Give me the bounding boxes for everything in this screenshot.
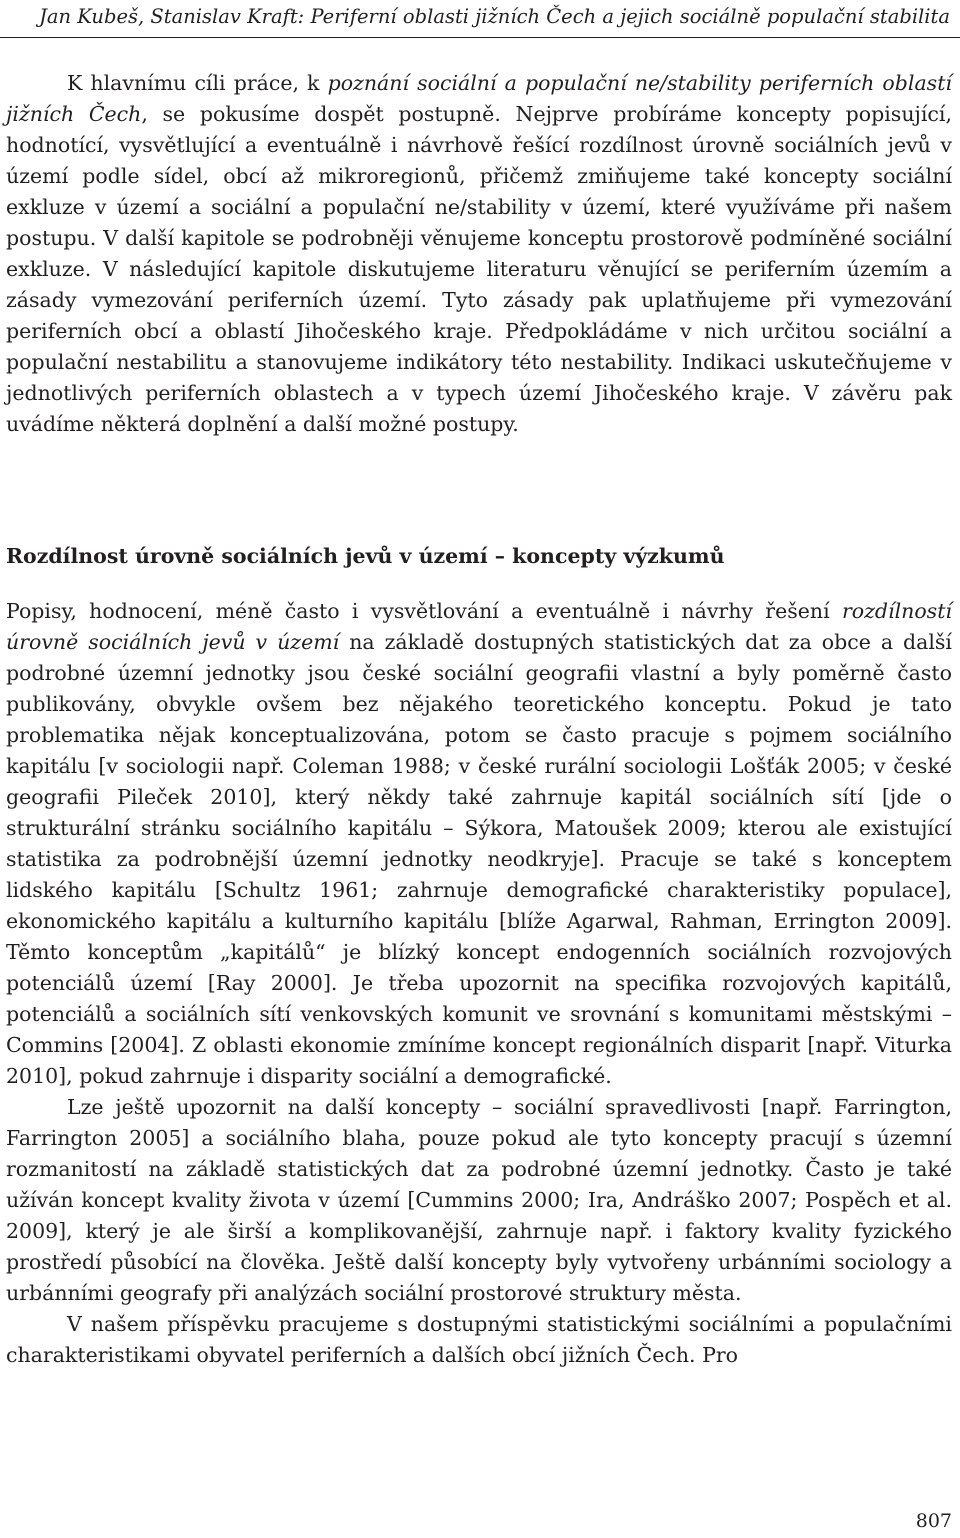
intro-text-rest: , se pokusíme dospět postupně. Nejprve probíráme koncepty popisující, hodnotící, vysvětlující a eventuálně i návrhově řešící rozdílnost úrovně sociálních jevů v území podle sídel, obcí až mikroregionů, přičemž zmiňujeme také koncepty sociální exkluze v území a sociální a populační ne/stability v území, které využíváme při našem postupu. V další kapitole se podrobněji věnujeme konceptu prostorově podmíněné sociální exkluze. V následující kapitole diskutujeme literaturu věnující se periferním územím a zásady vymezování periferních území. Tyto zásady pak uplatňujeme při vymezování periferních obcí a oblastí Jihočeského kraje. Předpokládáme v nich určitou sociální a populační nestabilitu a stanovujeme indikátory této nestability. Indikaci uskutečňujeme v jednotlivých periferních oblastech a v typech území Jihočeského kraje. V závěru pak uvádíme některá doplnění a další možné postupy. [6, 102, 952, 436]
running-head: Jan Kubeš, Stanislav Kraft: Periferní oblasti jižních Čech a jejich sociálně populační stabilita [39, 5, 950, 28]
intro-section [6, 68, 952, 440]
section-paragraph-2: Lze ještě upozornit na další koncepty – sociální spravedlivosti [např. Farrington, Farrington 2005] a sociálního blaha, pouze pokud ale tyto koncepty pracují s územní rozmanitostí na základě statistických dat za podrobné územní jednotky. Často je také užíván koncept kvality života v území [Cummins 2000; Ira, Andráško 2007; Pospěch et al. 2009], který je ale širší a komplikovanější, zahrnuje např. i faktory kvality fyzického prostředí působící na člověka. Ještě další koncepty byly vytvořeny urbánními sociology a urbánními geografy při analýzách sociální prostorové struktury města. [6, 1095, 952, 1305]
header-divider [0, 37, 960, 38]
section-paragraph-1 [6, 596, 952, 1092]
intro-text-start: K hlavnímu cíli práce, k [67, 71, 328, 95]
intro-paragraph [6, 68, 952, 440]
paragraph-1-italic-phrase: rozdílností úrovně sociálních jevů v území [6, 599, 952, 654]
section-heading: Rozdílnost úrovně sociálních jevů v území – koncepty výzkumů [6, 544, 725, 568]
section-paragraph-3: V našem příspěvku pracujeme s dostupnými statistickými sociálními a populačními charakteristikami obyvatel periferních a dalších obcí jižních Čech. Pro [6, 1312, 952, 1367]
page-number: 807 [915, 1510, 952, 1532]
paragraph-1-rest: na základě dostupných statistických dat za obce a další podrobné územní jednotky jsou české sociální geografii vlastní a byly poměrně často publikovány, obvykle ovšem bez nějakého teoretického konceptu. Pokud je tato problematika nějak konceptualizována, potom se často pracuje s pojmem sociálního kapitálu [v sociologii např. Coleman 1988; v české rurální sociologii Lošťák 2005; v české geografii Pileček 2010], který někdy také zahrnuje kapitál sociálních sítí [jde o strukturální stránku sociálního kapitálu – Sýkora, Matoušek 2009; kterou ale existující statistika za podrobnější územní jednotky neodkryje]. Pracuje se také s konceptem lidského kapitálu [Schultz 1961; zahrnuje demografické charakteristiky populace], ekonomického kapitálu a kulturního kapitálu [blíže Agarwal, Rahman, Errington 2009]. Těmto konceptům „kapitálů“ je blízký koncept endogenních sociálních rozvojových potenciálů území [Ray 2000]. Je třeba upozornit na specifika rozvojových kapitálů, potenciálů a sociálních sítí venkovských komunit ve srovnání s komunitami městskými – Commins [2004]. Z oblasti ekonomie zmíníme koncept regionálních disparit [např. Viturka 2010], pokud zahrnuje i disparity sociální a demografické. [6, 630, 952, 1088]
paragraph-1-start: Popisy, hodnocení, méně často i vysvětlování a eventuálně i návrhy řešení [6, 599, 842, 623]
intro-italic-phrase: poznání sociální a populační ne/stability periferních oblastí jižních Čech [6, 71, 952, 126]
section-body [6, 596, 952, 1371]
